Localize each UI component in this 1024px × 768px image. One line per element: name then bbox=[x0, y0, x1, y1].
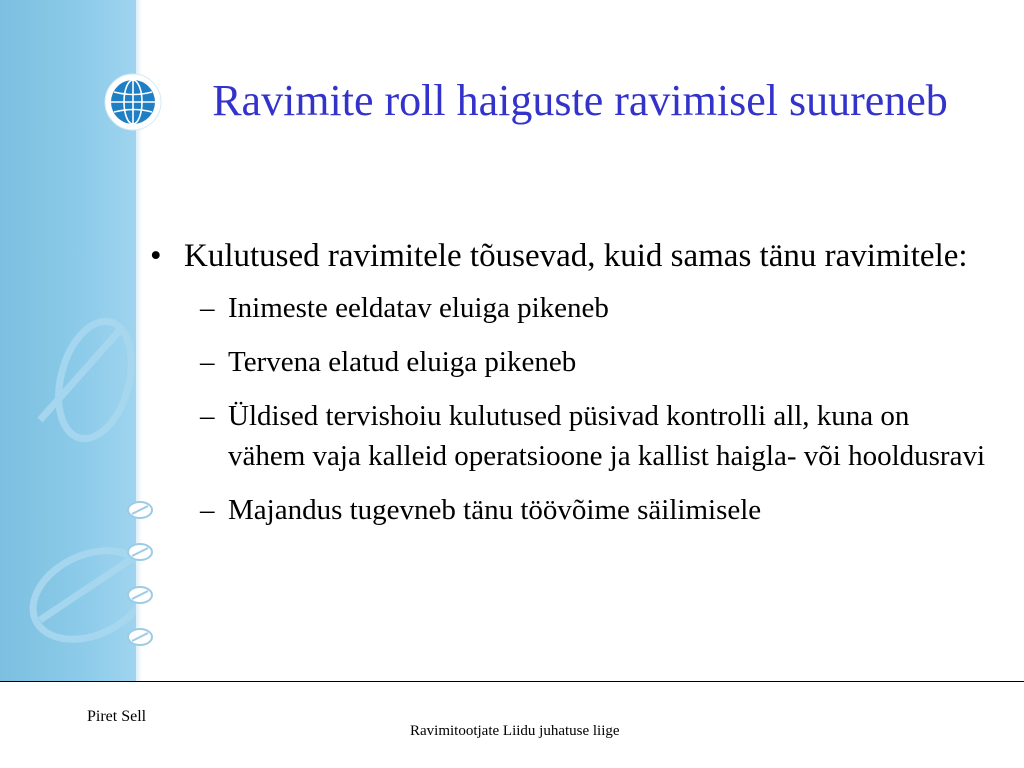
footer-author: Piret Sell bbox=[87, 708, 147, 725]
bullet-text: Kulutused ravimitele tõusevad, kuid samas tänu ravimitele: bbox=[184, 238, 968, 274]
footer-position: Ravimitootjate Liidu juhatuse liige bbox=[410, 723, 620, 739]
sub-bullet-mark: – bbox=[200, 400, 215, 432]
sub-bullet-item bbox=[150, 396, 990, 476]
pill-icon bbox=[126, 542, 154, 562]
bullet-item bbox=[150, 232, 990, 280]
sub-bullet-item bbox=[150, 288, 990, 328]
slide-body bbox=[150, 232, 990, 544]
sub-bullet-mark: – bbox=[200, 292, 215, 324]
sub-bullet-mark: – bbox=[200, 346, 215, 378]
bullet-mark: • bbox=[150, 238, 162, 274]
pill-icon bbox=[126, 585, 154, 605]
sub-bullet-mark: – bbox=[200, 494, 215, 526]
sub-bullet-text: Tervena elatud eluiga pikeneb bbox=[228, 346, 577, 378]
globe-icon bbox=[104, 73, 162, 131]
footer-divider bbox=[0, 681, 1024, 682]
sub-bullet-text: Üldised tervishoiu kulutused püsivad kontrolli all, kuna on vähem vaja kalleid operatsioone ja kallist haigla- või hooldusravi bbox=[228, 400, 986, 472]
sub-bullet-text: Majandus tugevneb tänu töövõime säilimisele bbox=[228, 494, 762, 526]
slide-title: Ravimite roll haiguste ravimisel suureneb bbox=[212, 76, 948, 125]
sub-bullet-item bbox=[150, 490, 990, 530]
sub-bullet-item bbox=[150, 342, 990, 382]
sub-bullet-text: Inimeste eeldatav eluiga pikeneb bbox=[228, 292, 609, 324]
pill-icon bbox=[126, 627, 154, 647]
